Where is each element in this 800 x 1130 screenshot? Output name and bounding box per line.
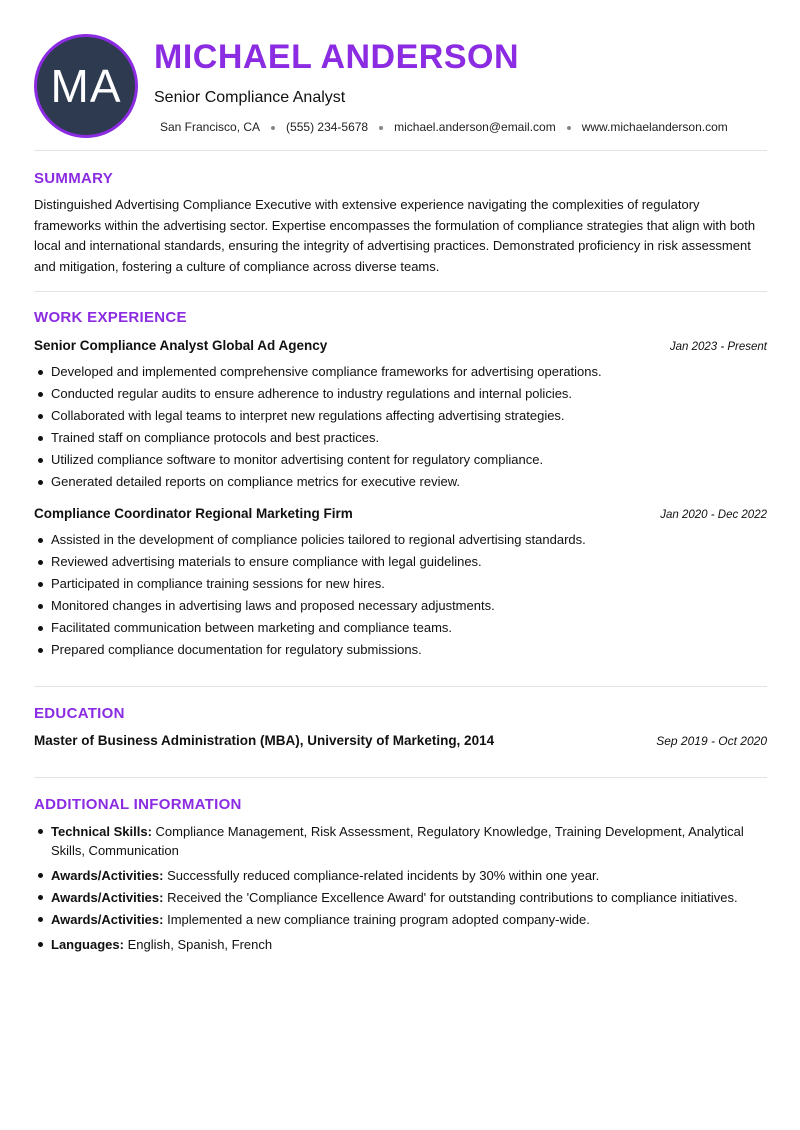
divider [34,777,767,778]
contact-separator [567,126,571,130]
job-bullets [34,529,767,661]
list-item: Collaborated with legal teams to interpret new regulations affecting advertising strategies. [34,405,767,427]
list-item: Reviewed advertising materials to ensure compliance with legal guidelines. [34,551,767,573]
list-item: Facilitated communication between marketing and compliance teams. [34,617,767,639]
summary-text: Distinguished Advertising Compliance Executive with extensive experience navigating the complexities of regulatory frameworks within the advertising sector. Expertise encompasses the formulation of compliance strategies that align with both local and international standards, ensuring the integrity of advertising practices. Demonstrated proficiency in risk assessment and mitigation, fostering a culture of compliance across diverse teams. [34,197,756,274]
job-header [34,506,767,521]
job-header [34,338,767,353]
item-label: Languages: [51,937,124,952]
list-item: Developed and implemented comprehensive compliance frameworks for advertising operations. [34,361,767,383]
item-text: Compliance Management, Risk Assessment, Regulatory Knowledge, Training Development, Analytical Skills, Communication [51,824,744,858]
section-title-education: EDUCATION [34,705,125,722]
item-text: English, Spanish, French [123,937,273,952]
section-title-experience: WORK EXPERIENCE [34,309,187,326]
item-text: Implemented a new compliance training program adopted company-wide. [163,912,590,927]
divider [34,291,767,292]
list-item: Generated detailed reports on compliance metrics for executive review. [34,471,767,493]
item-text: Successfully reduced compliance-related incidents by 30% within one year. [163,868,600,883]
section-title-additional: ADDITIONAL INFORMATION [34,796,242,813]
list-item: Prepared compliance documentation for regulatory submissions. [34,639,767,661]
item-label: Awards/Activities: [51,890,164,905]
avatar [34,34,138,138]
item-label: Awards/Activities: [51,912,164,927]
job-bullets [34,361,767,493]
list-item: Conducted regular audits to ensure adherence to industry regulations and internal policies. [34,383,767,405]
list-item [34,910,767,929]
avatar-initials: MA [50,60,122,112]
section-title-summary: SUMMARY [34,170,114,187]
list-item [34,935,767,954]
list-item: Trained staff on compliance protocols and best practices. [34,427,767,449]
job-title: Compliance Coordinator Regional Marketing Firm [34,506,353,521]
contact-website[interactable]: www.michaelanderson.com [581,120,728,134]
contact-separator [271,126,275,130]
divider [34,150,767,151]
divider [34,686,767,687]
item-text: Received the 'Compliance Excellence Award' for outstanding contributions to compliance initiatives. [163,890,738,905]
contact-phone: (555) 234-5678 [286,120,369,134]
job-date: Jan 2023 - Present [669,341,767,353]
list-item: Participated in compliance training sessions for new hires. [34,573,767,595]
candidate-title: Senior Compliance Analyst [154,89,346,106]
list-item [34,822,767,860]
list-item [34,866,767,885]
contact-email[interactable]: michael.anderson@email.com [394,120,556,134]
contact-bar [160,120,728,134]
candidate-name: MICHAEL ANDERSON [154,38,520,76]
list-item: Utilized compliance software to monitor advertising content for regulatory compliance. [34,449,767,471]
list-item [34,888,767,907]
education-degree: Master of Business Administration (MBA), University of Marketing, 2014 [34,733,495,748]
job-date: Jan 2020 - Dec 2022 [660,509,767,521]
contact-separator [379,126,383,130]
education-entry [34,733,767,748]
list-item: Monitored changes in advertising laws and proposed necessary adjustments. [34,595,767,617]
job-title: Senior Compliance Analyst Global Ad Agency [34,338,328,353]
list-item: Assisted in the development of compliance policies tailored to regional advertising standards. [34,529,767,551]
item-label: Awards/Activities: [51,868,164,883]
item-label: Technical Skills: [51,824,152,839]
education-date: Sep 2019 - Oct 2020 [656,734,767,748]
contact-location: San Francisco, CA [160,120,261,134]
additional-list [34,822,767,957]
